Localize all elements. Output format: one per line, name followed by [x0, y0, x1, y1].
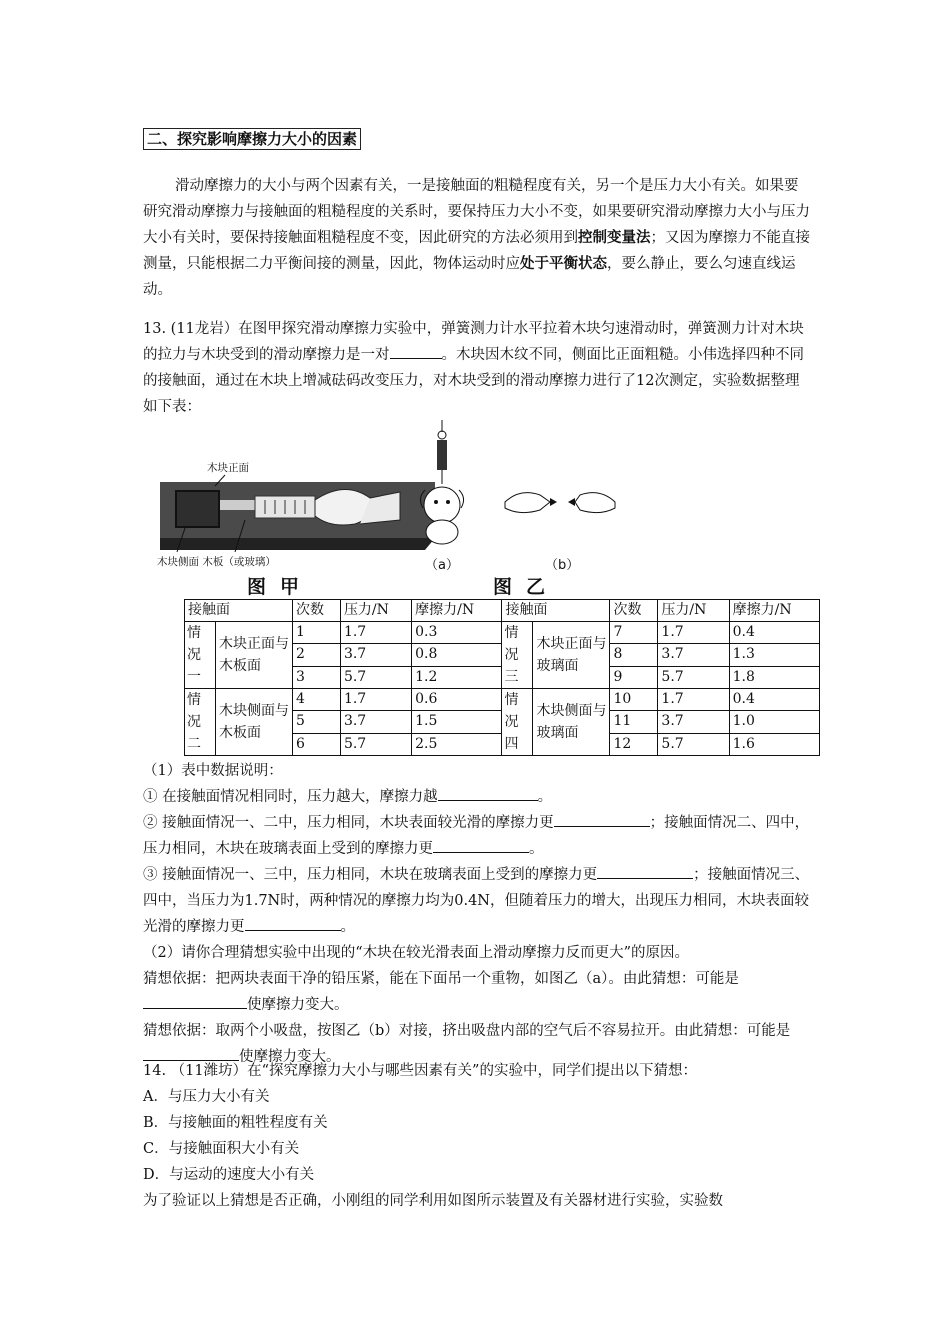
table-header: 次数 — [293, 600, 341, 622]
table-cell: 6 — [293, 733, 341, 755]
intro-text-3: ，要么静止，要么匀速直线运动。 — [143, 256, 796, 298]
table-cell: 7 — [610, 622, 658, 644]
table-header: 摩擦力/N — [729, 600, 819, 622]
table-cell: 1.2 — [412, 666, 502, 688]
table-cell: 10 — [610, 689, 658, 711]
surface-cell: 木块侧面与玻璃面 — [533, 689, 610, 756]
table-cell: 5.7 — [340, 733, 411, 755]
q13-text-1: 13. (11龙岩）在图甲探究滑动摩擦力实验中，弹簧测力计水平拉着木块匀速滑动时，弹簧测力计对木块的拉力与木块受到的滑动摩擦力是一对 — [143, 321, 804, 363]
table-header: 压力/N — [658, 600, 729, 622]
section-heading: 二、探究影响摩擦力大小的因素 — [143, 128, 361, 150]
surface-cell: 木块正面与玻璃面 — [533, 622, 610, 689]
q13-blank[interactable] — [390, 342, 442, 359]
situation-cell: 情况四 — [502, 689, 533, 756]
subquestion-2: （2）请你合理猜想实验中出现的“木块在较光滑表面上滑动摩擦力反而更大”的原因。 — [143, 945, 690, 961]
table-cell: 1.7 — [340, 622, 411, 644]
table-cell: 4 — [293, 689, 341, 711]
table-header: 次数 — [610, 600, 658, 622]
q13-text-2: 。木块因木纹不同，侧面比正面粗糙。小伟选择四种不同的接触面，通过在木块上增减砝码改变压力，对木块受到的滑动摩擦力进行了12次测定，实验数据整理如下表： — [143, 347, 804, 415]
q14-option-d: D．与运动的速度大小有关 — [143, 1167, 315, 1183]
table-cell: 1.6 — [729, 733, 819, 755]
subquestion-1: （1）表中数据说明： — [143, 763, 283, 779]
surface-cell: 木块侧面与木板面 — [216, 689, 293, 756]
table-cell: 1.5 — [412, 711, 502, 733]
table-header: 接触面 — [185, 600, 293, 622]
table-cell: 2 — [293, 644, 341, 666]
suction-cups-diagram — [505, 493, 615, 513]
intro-bold-balance-state: 处于平衡状态 — [520, 256, 607, 272]
surface-cell: 木块正面与木板面 — [216, 622, 293, 689]
figure-experiment — [155, 420, 795, 600]
label-block-side-board: 木块侧面 木板（或玻璃） — [157, 556, 276, 568]
table-header: 摩擦力/N — [412, 600, 502, 622]
friction-data-table — [184, 599, 820, 756]
table-cell: 2.5 — [412, 733, 502, 755]
label-b: （b） — [545, 558, 580, 573]
conclusion-1: ① 在接触面情况相同时，压力越大，摩擦力越 。 — [143, 784, 821, 810]
table-cell: 0.4 — [729, 689, 819, 711]
table-row — [185, 689, 820, 711]
table-header: 接触面 — [502, 600, 610, 622]
table-cell: 5.7 — [658, 733, 729, 755]
q14-tail: 为了验证以上猜想是否正确，小刚组的同学利用如图所示装置及有关器材进行实验，实验数 — [143, 1193, 723, 1209]
caption-figure-jia: 图甲 — [247, 576, 314, 598]
table-cell: 1.0 — [729, 711, 819, 733]
guess-2: 猜想依据：取两个小吸盘，按图乙（b）对接，挤出吸盘内部的空气后不容易拉开。由此猜想：可能是使摩擦力变大。 — [143, 1023, 791, 1065]
table-cell: 12 — [610, 733, 658, 755]
question-13-subparts — [143, 758, 821, 1070]
situation-cell: 情况二 — [185, 689, 216, 756]
situation-cell: 情况一 — [185, 622, 216, 689]
table-cell: 5 — [293, 711, 341, 733]
label-block-front: 木块正面 — [207, 462, 249, 474]
table-cell: 1 — [293, 622, 341, 644]
table-cell: 0.4 — [729, 622, 819, 644]
caption-figure-yi: 图乙 — [493, 576, 560, 598]
table-cell: 3.7 — [658, 644, 729, 666]
table-cell: 11 — [610, 711, 658, 733]
intro-text-1: 滑动摩擦力的大小与两个因素有关，一是接触面的粗糙程度有关，另一个是压力大小有关。如果要研究滑动摩擦力与接触面的粗糙程度的关系时，要保持压力大小不变，如果要研究滑动摩擦力大小与压力大小有关时，要保持接触面粗糙程度不变，因此研究的方法必须用到 — [143, 178, 810, 246]
table-cell: 1.7 — [658, 689, 729, 711]
q14-option-b: B．与接触面的粗牲程度有关 — [143, 1115, 328, 1131]
table-header: 压力/N — [340, 600, 411, 622]
blank-4[interactable] — [597, 862, 693, 879]
table-cell: 3 — [293, 666, 341, 688]
table-cell: 1.8 — [729, 666, 819, 688]
table-row — [185, 622, 820, 644]
table-cell: 0.8 — [412, 644, 502, 666]
table-cell: 1.7 — [340, 689, 411, 711]
blank-3[interactable] — [433, 836, 529, 853]
table-cell: 0.3 — [412, 622, 502, 644]
table-cell: 1.7 — [658, 622, 729, 644]
blank-1[interactable] — [438, 784, 538, 801]
q14-option-a: A．与压力大小有关 — [143, 1089, 270, 1105]
table-cell: 3.7 — [658, 711, 729, 733]
blank-2[interactable] — [554, 810, 650, 827]
table-cell: 1.3 — [729, 644, 819, 666]
table-cell: 3.7 — [340, 711, 411, 733]
table-cell: 8 — [610, 644, 658, 666]
intro-paragraph — [143, 173, 811, 303]
table-cell: 3.7 — [340, 644, 411, 666]
question-13 — [143, 316, 811, 420]
table-cell: 0.6 — [412, 689, 502, 711]
conclusion-3: ③ 接触面情况一、三中，压力相同，木块在玻璃表面上受到的摩擦力更 ；接触面情况三、四中，当压力为1.7N时，两种情况的摩擦力均为0.4N，但随着压力的增大，出现压力相同，木块表面较光滑的摩擦力更 。 — [143, 862, 821, 940]
blank-6[interactable] — [143, 992, 247, 1009]
q14-stem: 14. （11潍坊）在“探究摩擦力大小与哪些因素有关”的实验中，同学们提出以下猜想： — [143, 1063, 697, 1079]
blank-5[interactable] — [245, 914, 341, 931]
board-diagram — [160, 475, 435, 552]
table-cell: 5.7 — [658, 666, 729, 688]
intro-text-2: ；又因为摩擦力不能直接测量，只能根据二力平衡间接的测量，因此，物体运动时应 — [143, 230, 810, 272]
guess-1: 猜想依据：把两块表面干净的铅压紧，能在下面吊一个重物，如图乙（a）。由此猜想：可能是使摩擦力变大。 — [143, 971, 739, 1013]
table-cell: 5.7 — [340, 666, 411, 688]
conclusion-2: ② 接触面情况一、二中，压力相同，木块表面较光滑的摩擦力更 ；接触面情况二、四中，压力相同，木块在玻璃表面上受到的摩擦力更 。 — [143, 810, 821, 862]
table-header-row — [185, 600, 820, 622]
situation-cell: 情况三 — [502, 622, 533, 689]
question-14 — [143, 1058, 821, 1214]
label-a: （a） — [425, 558, 459, 573]
intro-bold-control-variable: 控制变量法 — [578, 230, 651, 246]
table-cell: 9 — [610, 666, 658, 688]
q14-option-c: C．与接触面积大小有关 — [143, 1141, 300, 1157]
